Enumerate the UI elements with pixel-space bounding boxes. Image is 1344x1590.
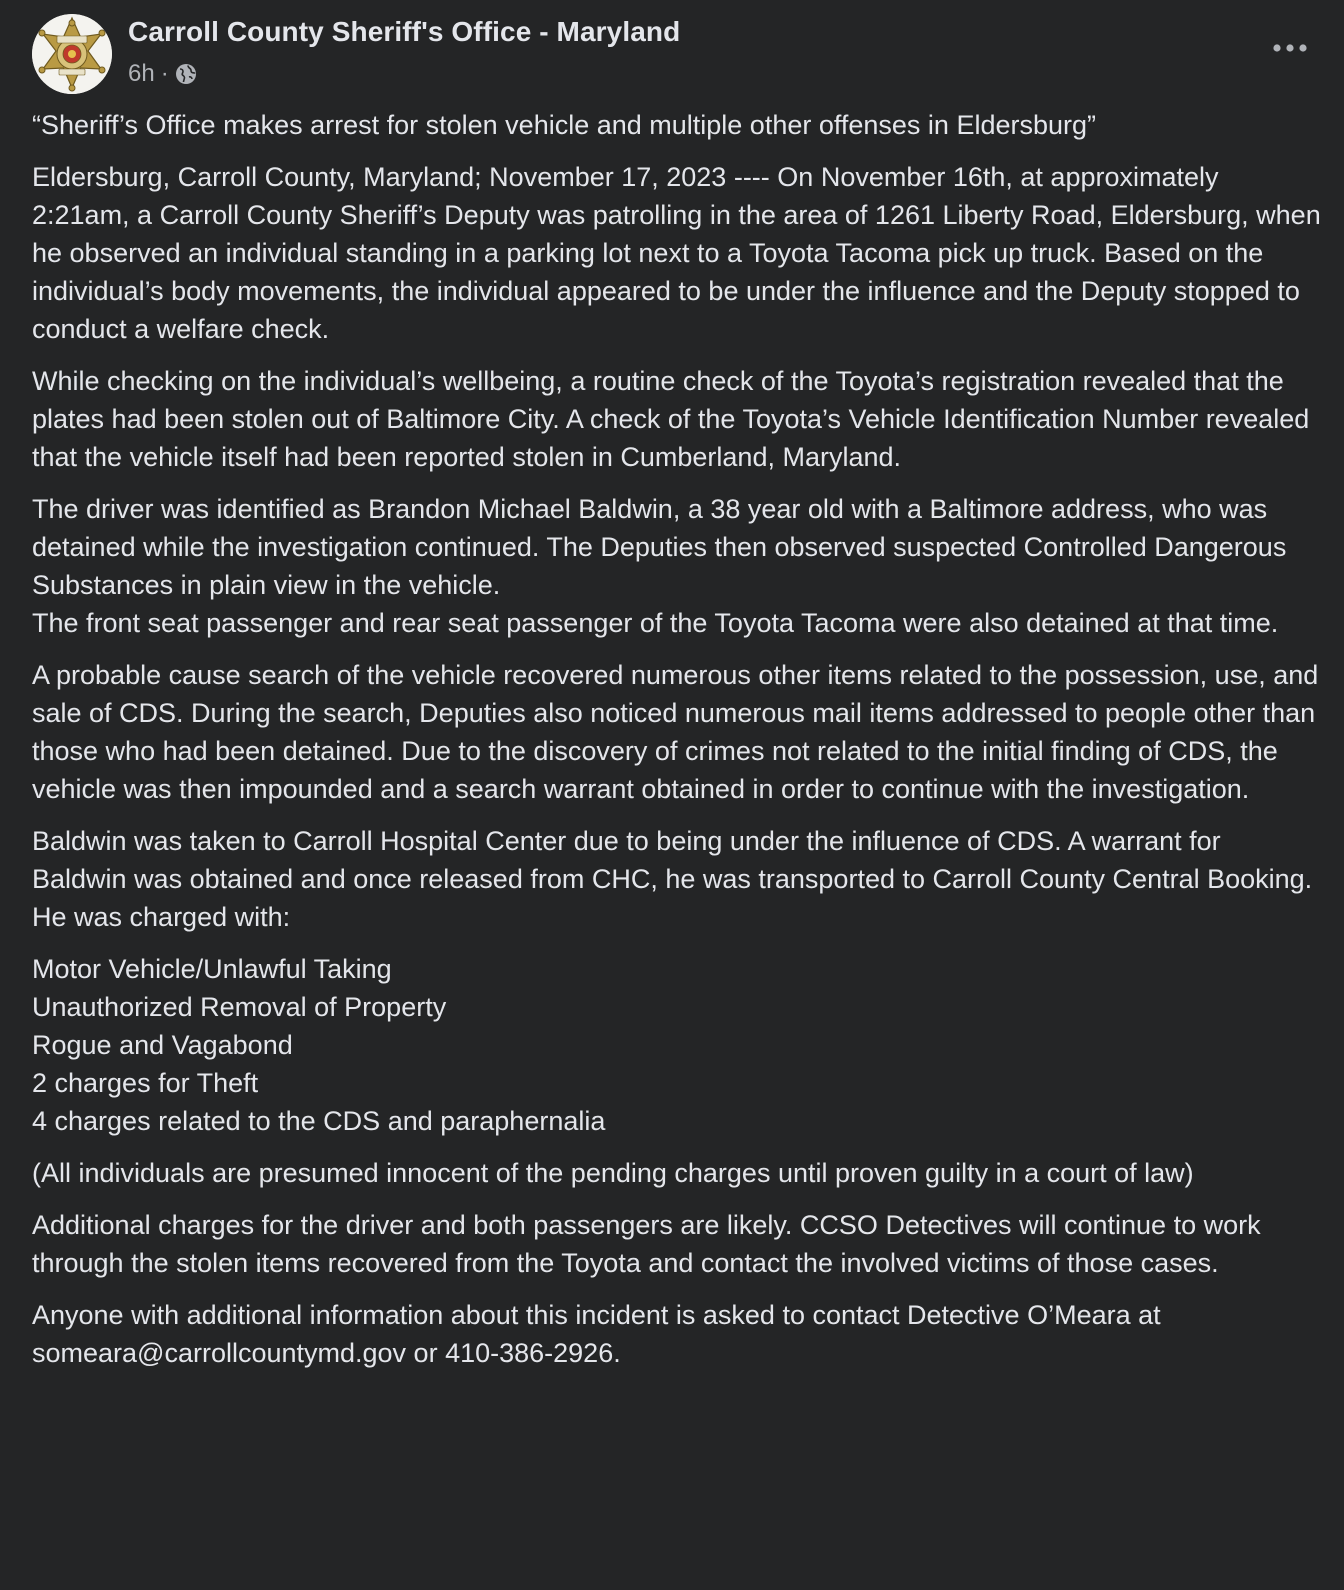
more-options-button[interactable] [1268, 34, 1312, 62]
post-paragraph: Baldwin was taken to Carroll Hospital Center due to being under the influence of CDS. A warrant for Baldwin was obtained and once released from CHC, he was transported to Carroll County Central Booking. He was charged with: [32, 826, 1313, 932]
meta-separator: · [160, 60, 169, 87]
driver-paragraph [32, 490, 1322, 642]
post-paragraph: While checking on the individual’s wellbeing, a routine check of the Toyota’s registration revealed that the plates had been stolen out of Baltimore City. A check of the Toyota’s Vehicle Identification Number revealed that the vehicle itself had been reported stolen in Cumberland, Maryland. [32, 366, 1310, 472]
page-name[interactable]: Carroll County Sheriff's Office - Maryland [128, 16, 681, 47]
post-title: “Sheriff’s Office makes arrest for stolen vehicle and multiple other offenses in Eldersburg” [32, 110, 1097, 140]
post-paragraph: Eldersburg, Carroll County, Maryland; November 17, 2023 ---- On November 16th, at approximately 2:21am, a Carroll County Sheriff’s Deputy was patrolling in the area of 1261 Liberty Road, Eldersburg, when he observed an individual standing in a parking lot next to a Toyota Tacoma pick up truck. Based on the individual’s body movements, the individual appeared to be under the influence and the Deputy stopped to conduct a welfare check. [32, 162, 1321, 344]
post-timestamp[interactable]: 6h [128, 60, 155, 87]
charges-list [32, 950, 1322, 1140]
charge-item: Rogue and Vagabond [32, 1030, 293, 1060]
post-body [32, 106, 1322, 1386]
avatar[interactable] [32, 14, 112, 94]
post-line: The driver was identified as Brandon Michael Baldwin, a 38 year old with a Baltimore address, who was detained while the investigation continued. The Deputies then observed suspected Controlled Dangerous Substances in plain view in the vehicle. [32, 494, 1287, 600]
post-paragraph: A probable cause search of the vehicle recovered numerous other items related to the possession, use, and sale of CDS. During the search, Deputies also noticed numerous mail items addressed to people other than those who had been detained. Due to the discovery of crimes not related to the initial finding of CDS, the vehicle was then impounded and a search warrant obtained in order to continue with the investigation. [32, 660, 1319, 804]
disclaimer-paragraph: (All individuals are presumed innocent of the pending charges until proven guilty in a court of law) [32, 1158, 1194, 1188]
charge-item: Motor Vehicle/Unlawful Taking [32, 954, 392, 984]
charge-item: 4 charges related to the CDS and paraphernalia [32, 1106, 606, 1136]
post-meta [128, 60, 198, 88]
post-paragraph: Additional charges for the driver and both passengers are likely. CCSO Detectives will continue to work through the stolen items recovered from the Toyota and contact the involved victims of those cases. [32, 1210, 1261, 1278]
contact-paragraph: Anyone with additional information about this incident is asked to contact Detective O’Meara at someara@carrollcountymd.gov or 410-386-2926. [32, 1300, 1161, 1368]
more-options-icon [1273, 44, 1307, 52]
charge-item: Unauthorized Removal of Property [32, 992, 447, 1022]
globe-icon[interactable] [174, 62, 198, 86]
post-header [32, 14, 1312, 94]
charge-item: 2 charges for Theft [32, 1068, 259, 1098]
sheriff-star-badge-icon [32, 14, 112, 94]
post-line: The front seat passenger and rear seat passenger of the Toyota Tacoma were also detained at that time. [32, 608, 1279, 638]
